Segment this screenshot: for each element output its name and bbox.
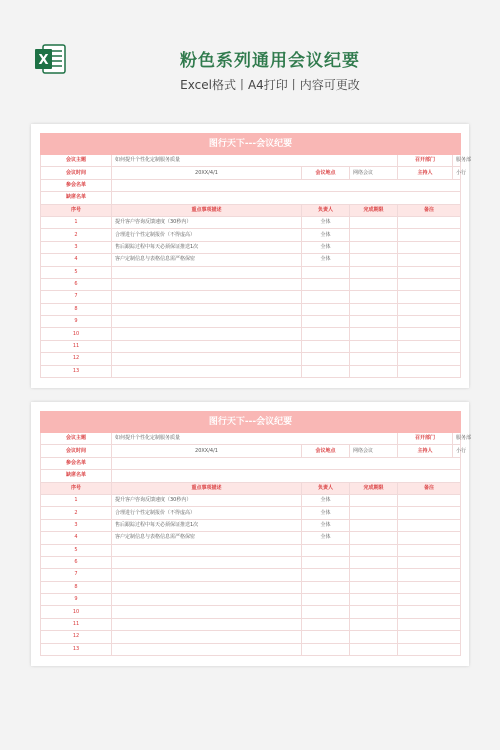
value-attendees[interactable] — [112, 179, 461, 191]
row-number: 9 — [41, 594, 112, 606]
row-deadline[interactable] — [350, 631, 398, 643]
row-description[interactable] — [112, 618, 302, 630]
row-number: 12 — [41, 353, 112, 365]
row-owner[interactable] — [302, 581, 350, 593]
sheet-title: 图行天下---会议纪要 — [41, 134, 461, 155]
sheet-preview-1 — [31, 124, 472, 388]
label-attendees: 参会名单 — [41, 179, 112, 191]
label-host: 主持人 — [398, 167, 453, 179]
row-note[interactable] — [398, 569, 461, 581]
row-owner[interactable]: 全体 — [302, 532, 350, 544]
page-subtitle: Excel格式丨A4打印丨内容可更改 — [180, 78, 360, 92]
row-deadline[interactable] — [350, 544, 398, 556]
table-row — [41, 291, 461, 303]
row-description[interactable] — [112, 328, 302, 340]
table-row — [41, 507, 461, 519]
row-description[interactable]: 客户定制信息与表格信息需严格保密 — [112, 254, 302, 266]
row-description[interactable] — [112, 544, 302, 556]
row-note[interactable] — [398, 353, 461, 365]
row-deadline[interactable] — [350, 254, 398, 266]
table-row — [41, 494, 461, 506]
row-note[interactable] — [398, 316, 461, 328]
row-number: 7 — [41, 569, 112, 581]
row-note[interactable] — [398, 216, 461, 228]
row-description[interactable] — [112, 606, 302, 618]
table-row — [41, 254, 461, 266]
row-deadline[interactable] — [350, 519, 398, 531]
sheet-preview-2 — [31, 402, 472, 666]
row-note[interactable] — [398, 241, 461, 253]
row-deadline[interactable] — [350, 365, 398, 377]
row-description[interactable]: 客户定制信息与表格信息需严格保密 — [112, 532, 302, 544]
row-number: 3 — [41, 241, 112, 253]
row-note[interactable] — [398, 365, 461, 377]
table-row — [41, 353, 461, 365]
row-owner[interactable] — [302, 266, 350, 278]
page-title: 粉色系列通用会议纪要 — [180, 51, 360, 71]
row-number: 5 — [41, 544, 112, 556]
col-deadline: 完成期限 — [350, 204, 398, 216]
row-description[interactable] — [112, 291, 302, 303]
row-owner[interactable] — [302, 606, 350, 618]
value-location[interactable]: 网络会议 — [350, 445, 398, 457]
row-number: 4 — [41, 532, 112, 544]
value-absent[interactable] — [112, 192, 461, 204]
row-deadline[interactable] — [350, 556, 398, 568]
label-absent: 缺席名单 — [41, 192, 112, 204]
row-number: 2 — [41, 507, 112, 519]
value-host-dept[interactable]: 服务部 — [453, 433, 461, 445]
table-row — [41, 569, 461, 581]
row-note[interactable] — [398, 581, 461, 593]
label-topic: 会议主题 — [41, 433, 112, 445]
row-number: 13 — [41, 365, 112, 377]
value-time[interactable]: 20XX/4/1 — [112, 167, 302, 179]
row-owner[interactable] — [302, 340, 350, 352]
table-row — [41, 328, 461, 340]
row-deadline[interactable] — [350, 303, 398, 315]
row-description[interactable] — [112, 353, 302, 365]
column-header-row — [41, 482, 461, 494]
col-note: 备注 — [398, 482, 461, 494]
label-host-dept: 召开部门 — [398, 155, 453, 167]
value-host[interactable]: 小行 — [453, 167, 461, 179]
row-note[interactable] — [398, 532, 461, 544]
row-description[interactable] — [112, 340, 302, 352]
row-note[interactable] — [398, 266, 461, 278]
table-row — [41, 365, 461, 377]
row-owner[interactable] — [302, 278, 350, 290]
row-note[interactable] — [398, 519, 461, 531]
row-owner[interactable] — [302, 556, 350, 568]
value-absent[interactable] — [112, 470, 461, 482]
row-deadline[interactable] — [350, 494, 398, 506]
value-host-dept[interactable]: 服务部 — [453, 155, 461, 167]
row-number: 6 — [41, 278, 112, 290]
table-row — [41, 229, 461, 241]
row-number: 7 — [41, 291, 112, 303]
table-row — [41, 303, 461, 315]
row-note[interactable] — [398, 229, 461, 241]
label-host-dept: 召开部门 — [398, 433, 453, 445]
row-description[interactable]: 合理进行个性定制报价（不得虚高） — [112, 507, 302, 519]
row-owner[interactable]: 全体 — [302, 216, 350, 228]
row-number: 5 — [41, 266, 112, 278]
row-description[interactable] — [112, 594, 302, 606]
label-absent: 缺席名单 — [41, 470, 112, 482]
value-host[interactable]: 小行 — [453, 445, 461, 457]
row-note[interactable] — [398, 328, 461, 340]
row-note[interactable] — [398, 254, 461, 266]
value-time[interactable]: 20XX/4/1 — [112, 445, 302, 457]
col-no: 序号 — [41, 204, 112, 216]
promo-header — [0, 0, 500, 110]
row-number: 8 — [41, 303, 112, 315]
table-row — [41, 643, 461, 655]
row-number: 12 — [41, 631, 112, 643]
row-number: 10 — [41, 606, 112, 618]
row-deadline[interactable] — [350, 340, 398, 352]
row-description[interactable] — [112, 316, 302, 328]
row-owner[interactable]: 全体 — [302, 507, 350, 519]
row-owner[interactable]: 全体 — [302, 494, 350, 506]
row-note[interactable] — [398, 556, 461, 568]
row-description[interactable] — [112, 643, 302, 655]
col-no: 序号 — [41, 482, 112, 494]
row-number: 1 — [41, 494, 112, 506]
column-header-row — [41, 204, 461, 216]
row-description[interactable]: 合理进行个性定制报价（不得虚高） — [112, 229, 302, 241]
row-owner[interactable] — [302, 569, 350, 581]
row-note[interactable] — [398, 544, 461, 556]
col-desc: 重点事项描述 — [112, 204, 302, 216]
row-number: 1 — [41, 216, 112, 228]
table-row — [41, 581, 461, 593]
table-row — [41, 241, 461, 253]
row-description[interactable]: 提升客户咨询反馈速度（30秒内） — [112, 216, 302, 228]
row-note[interactable] — [398, 494, 461, 506]
label-time: 会议时间 — [41, 445, 112, 457]
row-owner[interactable]: 全体 — [302, 229, 350, 241]
row-number: 11 — [41, 618, 112, 630]
item-rows — [41, 216, 461, 377]
row-owner[interactable] — [302, 328, 350, 340]
row-note[interactable] — [398, 278, 461, 290]
value-topic[interactable]: 如何提升个性化定制服务质量 — [112, 155, 398, 167]
row-note[interactable] — [398, 594, 461, 606]
row-note[interactable] — [398, 291, 461, 303]
meeting-table — [40, 133, 472, 378]
row-deadline[interactable] — [350, 216, 398, 228]
row-deadline[interactable] — [350, 532, 398, 544]
row-number: 3 — [41, 519, 112, 531]
row-owner[interactable] — [302, 353, 350, 365]
row-description[interactable] — [112, 266, 302, 278]
row-deadline[interactable] — [350, 316, 398, 328]
row-deadline[interactable] — [350, 266, 398, 278]
table-row — [41, 216, 461, 228]
row-description[interactable]: 提升客户咨询反馈速度（30秒内） — [112, 494, 302, 506]
value-attendees[interactable] — [112, 457, 461, 469]
row-description[interactable] — [112, 365, 302, 377]
row-description[interactable] — [112, 631, 302, 643]
table-row — [41, 316, 461, 328]
item-rows — [41, 494, 461, 655]
row-description[interactable] — [112, 303, 302, 315]
row-description[interactable] — [112, 556, 302, 568]
row-deadline[interactable] — [350, 278, 398, 290]
row-note[interactable] — [398, 507, 461, 519]
value-topic[interactable]: 如何提升个性化定制服务质量 — [112, 433, 398, 445]
col-desc: 重点事项描述 — [112, 482, 302, 494]
table-row — [41, 266, 461, 278]
row-deadline[interactable] — [350, 581, 398, 593]
table-row — [41, 606, 461, 618]
row-owner[interactable] — [302, 643, 350, 655]
row-note[interactable] — [398, 303, 461, 315]
row-number: 13 — [41, 643, 112, 655]
row-deadline[interactable] — [350, 606, 398, 618]
row-owner[interactable]: 全体 — [302, 241, 350, 253]
row-number: 4 — [41, 254, 112, 266]
label-topic: 会议主题 — [41, 155, 112, 167]
table-row — [41, 519, 461, 531]
row-note[interactable] — [398, 643, 461, 655]
table-row — [41, 340, 461, 352]
svg-text:X: X — [38, 53, 49, 68]
row-deadline[interactable] — [350, 328, 398, 340]
table-row — [41, 278, 461, 290]
row-deadline[interactable] — [350, 618, 398, 630]
label-time: 会议时间 — [41, 167, 112, 179]
row-deadline[interactable] — [350, 353, 398, 365]
row-description[interactable] — [112, 581, 302, 593]
table-row — [41, 532, 461, 544]
row-owner[interactable]: 全体 — [302, 254, 350, 266]
table-row — [41, 618, 461, 630]
row-deadline[interactable] — [350, 643, 398, 655]
row-owner[interactable] — [302, 316, 350, 328]
table-row — [41, 544, 461, 556]
row-note[interactable] — [398, 340, 461, 352]
row-owner[interactable] — [302, 365, 350, 377]
table-row — [41, 631, 461, 643]
row-description[interactable] — [112, 278, 302, 290]
row-owner[interactable] — [302, 303, 350, 315]
row-owner[interactable] — [302, 618, 350, 630]
col-deadline: 完成期限 — [350, 482, 398, 494]
row-owner[interactable] — [302, 631, 350, 643]
row-owner[interactable]: 全体 — [302, 519, 350, 531]
row-owner[interactable] — [302, 291, 350, 303]
table-row — [41, 594, 461, 606]
row-note[interactable] — [398, 618, 461, 630]
label-location: 会议地点 — [302, 167, 350, 179]
row-owner[interactable] — [302, 594, 350, 606]
col-owner: 负责人 — [302, 204, 350, 216]
value-location[interactable]: 网络会议 — [350, 167, 398, 179]
row-number: 2 — [41, 229, 112, 241]
row-deadline[interactable] — [350, 594, 398, 606]
row-deadline[interactable] — [350, 241, 398, 253]
row-number: 10 — [41, 328, 112, 340]
label-location: 会议地点 — [302, 445, 350, 457]
row-number: 11 — [41, 340, 112, 352]
label-host: 主持人 — [398, 445, 453, 457]
row-description[interactable] — [112, 569, 302, 581]
table-row — [41, 556, 461, 568]
row-owner[interactable] — [302, 544, 350, 556]
row-number: 6 — [41, 556, 112, 568]
col-note: 备注 — [398, 204, 461, 216]
row-description[interactable]: 售后跟踪过程中每天必须保证推送1次 — [112, 241, 302, 253]
row-number: 9 — [41, 316, 112, 328]
row-number: 8 — [41, 581, 112, 593]
row-note[interactable] — [398, 631, 461, 643]
row-description[interactable]: 售后跟踪过程中每天必须保证推送1次 — [112, 519, 302, 531]
col-owner: 负责人 — [302, 482, 350, 494]
row-deadline[interactable] — [350, 291, 398, 303]
row-deadline[interactable] — [350, 229, 398, 241]
sheet-title: 图行天下---会议纪要 — [41, 412, 461, 433]
meeting-table — [40, 411, 472, 656]
row-deadline[interactable] — [350, 569, 398, 581]
label-attendees: 参会名单 — [41, 457, 112, 469]
row-note[interactable] — [398, 606, 461, 618]
row-deadline[interactable] — [350, 507, 398, 519]
